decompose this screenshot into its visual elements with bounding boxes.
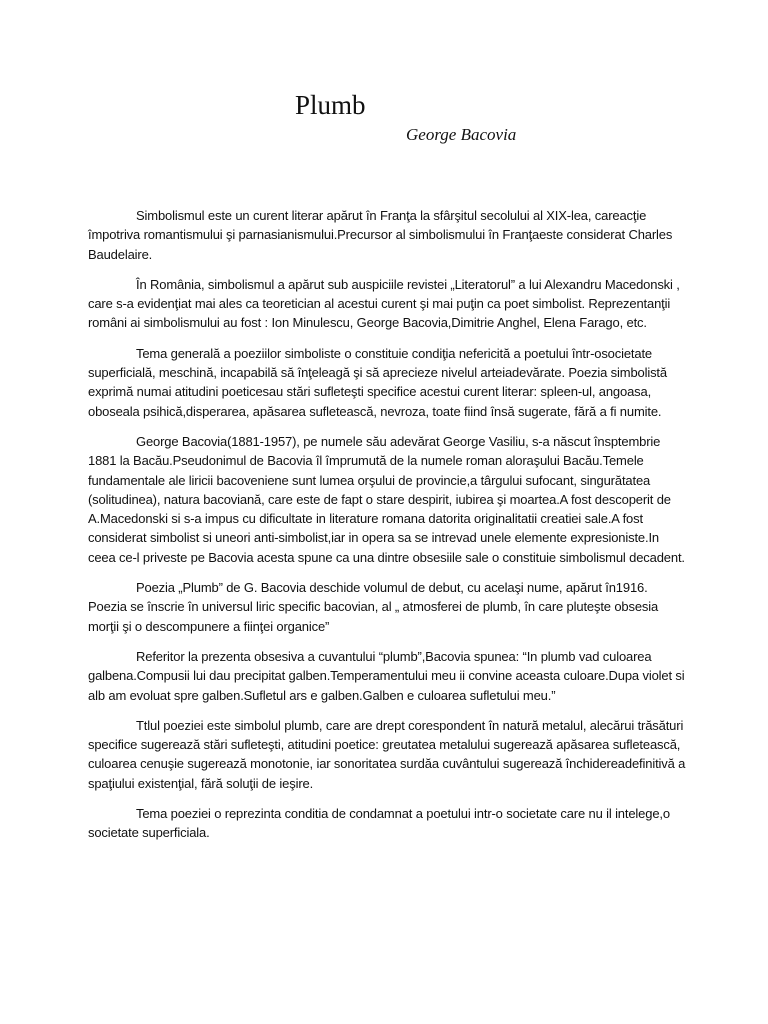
document-author: George Bacovia xyxy=(406,125,517,144)
document-title: Plumb xyxy=(295,90,366,120)
paragraph: Tema generală a poeziilor simboliste o constituie condiţia nefericită a poetului într-osocietate superficială, meschină, incapabilă să înţeleagă şi să aprecieze nivelul arteiadevărate. Poezia simbolistă exprimă numai atitudini poeticesau stări sufleteşti specifice acestui curent literar: spleen-ul, angoasa, oboseala psihică,disperarea, apăsarea sufletească, nevroza, toate fiind însă sugerate, fără a fi numite. xyxy=(88,345,667,419)
paragraph: Poezia „Plumb” de G. Bacovia deschide volumul de debut, cu acelaşi nume, apărut în1916. Poezia se înscrie în universul liric specific bacovian, al „ atmosferei de plumb, în care pluteşte obsesia morţii şi o descompunere a fiinţei organice” xyxy=(88,580,659,634)
paragraph: Simbolismul este un curent literar apărut în Franţa la sfârşitul secolului al XIX-lea, careacţie împotriva romantismului şi parnasianismului.Precursor al simbolismului în Franţaeste considerat Charles Baudelaire. xyxy=(88,208,673,262)
paragraph: Tema poeziei o reprezinta conditia de condamnat a poetului intr-o societate care nu il intelege,o societate superficiala. xyxy=(88,806,670,841)
paragraph: Referitor la prezenta obsesiva a cuvantului “plumb”,Bacovia spunea: “In plumb vad culoarea galbena.Compusii lui dau precipitat galben.Temperamentului meu ii convine aceasta culoare.Dupa violet si alb am evoluat spre galben.Sufletul ars e galben.Galben e culoarea sufletului meu.” xyxy=(88,648,685,703)
paragraph: George Bacovia(1881-1957), pe numele său adevărat George Vasiliu, s-a născut însptembrie 1881 la Bacău.Pseudonimul de Bacovia îl împrumută de la numele roman aloraşului Bacău.Temele fundamentale ale liricii bacoveniene sunt lumea orşului de provincie,a târgului sufocant, singurătatea (solitudinea), natura bacoviană, care este de fapt o stare despirit, iubirea şi moartea.A fost descoperit de A.Macedonski si s-a impus cu dificultate in literature romana datorita originalitatii creatiei sale.A fost considerat simbolist si uneori anti-simbolist,iar in opera sa se intrevad unele elemente expresioniste.In ceea ce-l priveste pe Bacovia acesta spune ca una dintre obsesiile sale o constituie simbolismul decadent. xyxy=(88,433,685,565)
paragraph: În România, simbolismul a apărut sub auspiciile revistei „Literatorul” a lui Alexandru Macedonski , care s-a evidenţiat mai ales ca teoretician al acestui curent şi mai puţin ca poet simbolist. Reprezentanţii români ai simbolismului au fost : Ion Minulescu, George Bacovia,Dimitrie Anghel, Elena Farago, etc. xyxy=(88,276,680,331)
document-body xyxy=(88,206,688,854)
paragraph: Ttlul poeziei este simbolul plumb, care are drept corespondent în natură metalul, alecărui trăsături specifice sugerează stări sufleteşti, atitudini poetice: greutatea metalului sugerează apăsarea sufletească, culoarea cenuşie sugerează monotonie, iar sonoritatea surdăa cuvântului sugerează închidereadefinitivă a spaţiului existenţial, fără soluţii de ieşire. xyxy=(88,717,686,791)
